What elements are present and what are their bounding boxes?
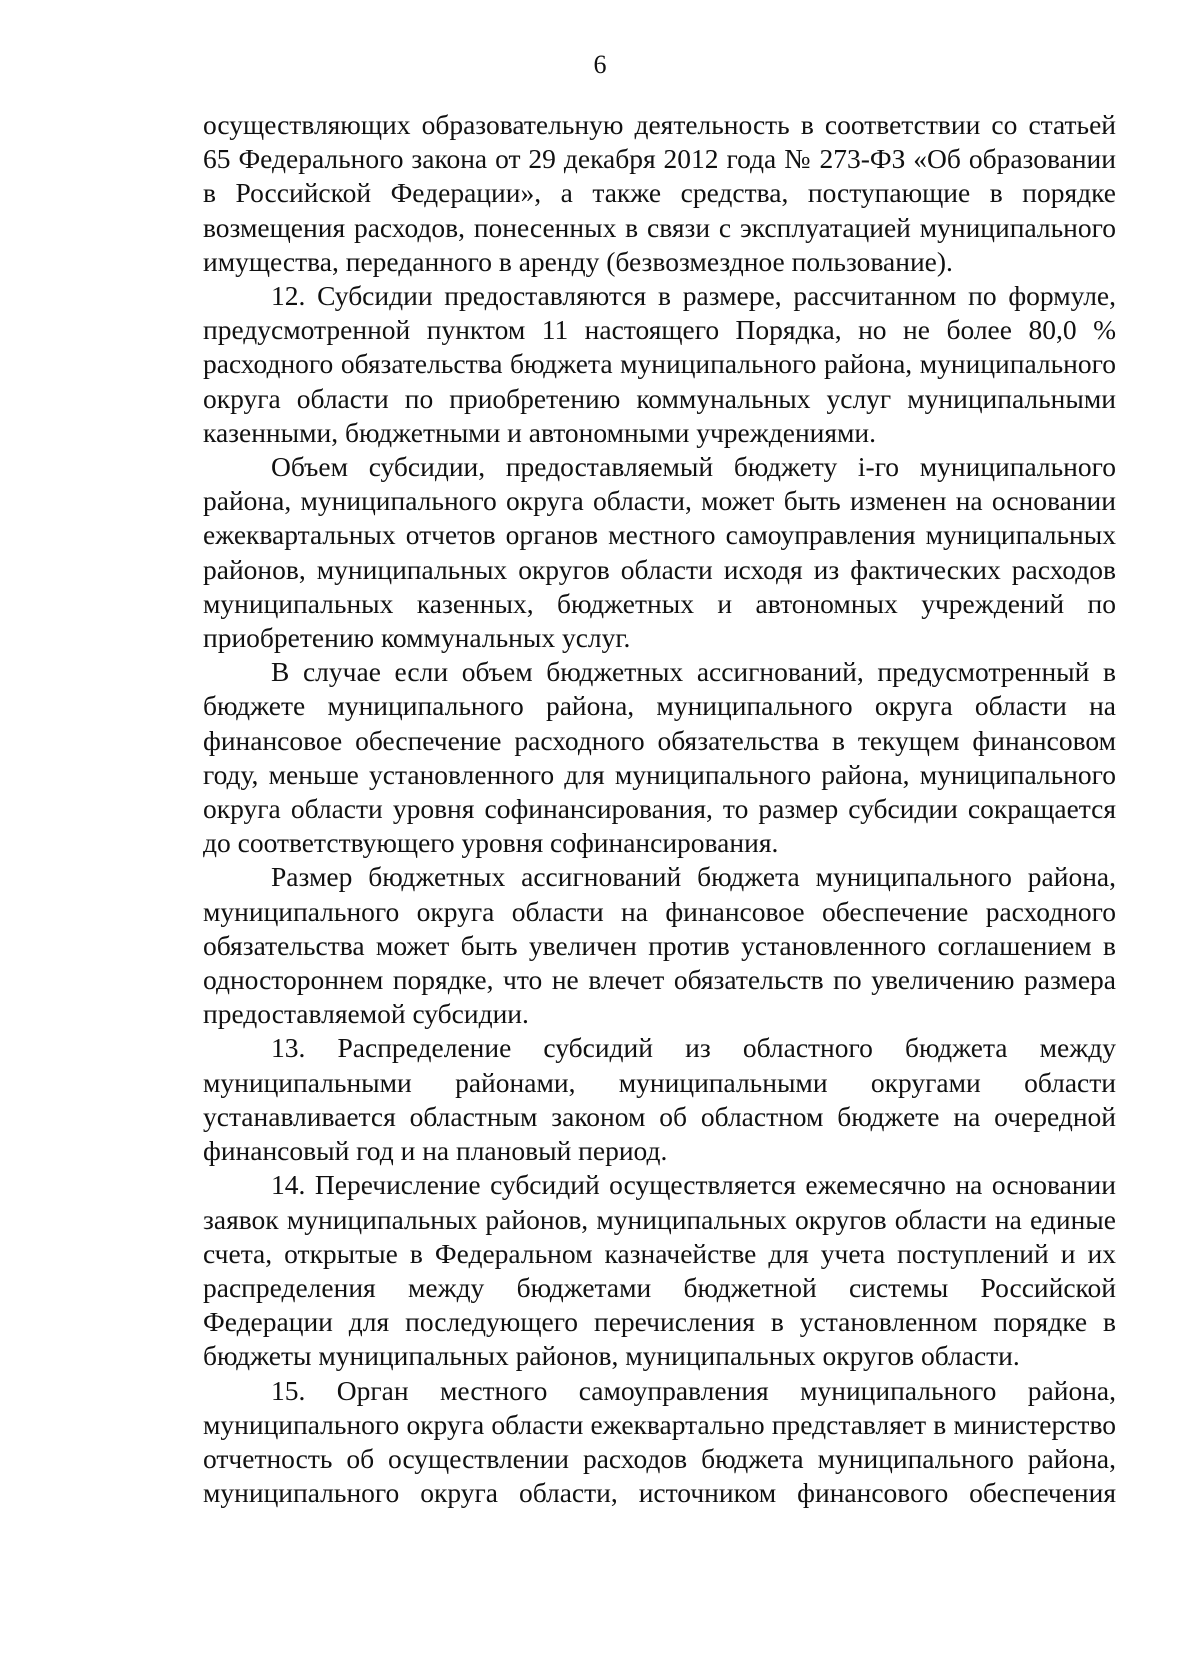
page-number: 6 (593, 50, 607, 79)
paragraph-allocation-increase: Размер бюджетных ассигнований бюджета муниципального района, муниципального округа области на финансовое обеспечение расходного обязательства может быть увеличен против установленного соглашением в одностороннем порядке, что не влечет обязательств по увеличению размера предоставляемой субсидии. (203, 861, 1116, 1030)
paragraph-item-13: 13. Распределение субсидий из областного бюджета между муниципальными районами, муниципальными округами области устанавливается областным законом об областном бюджете на очередной финансовый год и на плановый период. (203, 1032, 1116, 1167)
paragraph-subsidy-reduction: В случае если объем бюджетных ассигнований, предусмотренный в бюджете муниципального района, муниципального округа области на финансовое обеспечение расходного обязательства в текущем финансовом году, меньше установленного для муниципального района, муниципального округа области уровня софинансирования, то размер субсидии сокращается до соответствующего уровня софинансирования. (203, 656, 1116, 859)
document-body (203, 108, 1116, 1510)
paragraph-item-15: 15. Орган местного самоуправления муниципального района, муниципального округа области ежеквартально представляет в министерство отчетность об осуществлении расходов бюджета муниципального района, муниципального округа области, источником финансового обеспечения (203, 1374, 1116, 1509)
paragraph-item-12: 12. Субсидии предоставляются в размере, рассчитанном по формуле, предусмотренной пунктом 11 настоящего Порядка, но не более 80,0 % расходного обязательства бюджета муниципального района, муниципального округа области по приобретению коммунальных услуг муниципальными казенными, бюджетными и автономными учреждениями. (203, 280, 1116, 448)
paragraph-item-14: 14. Перечисление субсидий осуществляется ежемесячно на основании заявок муниципальных районов, муниципальных округов области на единые счета, открытые в Федеральном казначействе для учета поступлений и их распределения между бюджетами бюджетной системы Российской Федерации для последующего перечисления в установленном порядке в бюджеты муниципальных районов, муниципальных округов области. (203, 1169, 1116, 1372)
paragraph-subsidy-volume: Объем субсидии, предоставляемый бюджету i-го муниципального района, муниципального округа области, может быть изменен на основании ежеквартальных отчетов органов местного самоуправления муниципальных районов, муниципальных округов области исходя из фактических расходов муниципальных казенных, бюджетных и автономных учреждений по приобретению коммунальных услуг. (203, 451, 1116, 654)
paragraph-continuation: осуществляющих образовательную деятельность в соответствии со статьей 65 Федерального закона от 29 декабря 2012 года № 273-ФЗ «Об образовании в Российской Федерации», а также средства, поступающие в порядке возмещения расходов, понесенных в связи с эксплуатацией муниципального имущества, переданного в аренду (безвозмездное пользование). (203, 109, 1116, 277)
